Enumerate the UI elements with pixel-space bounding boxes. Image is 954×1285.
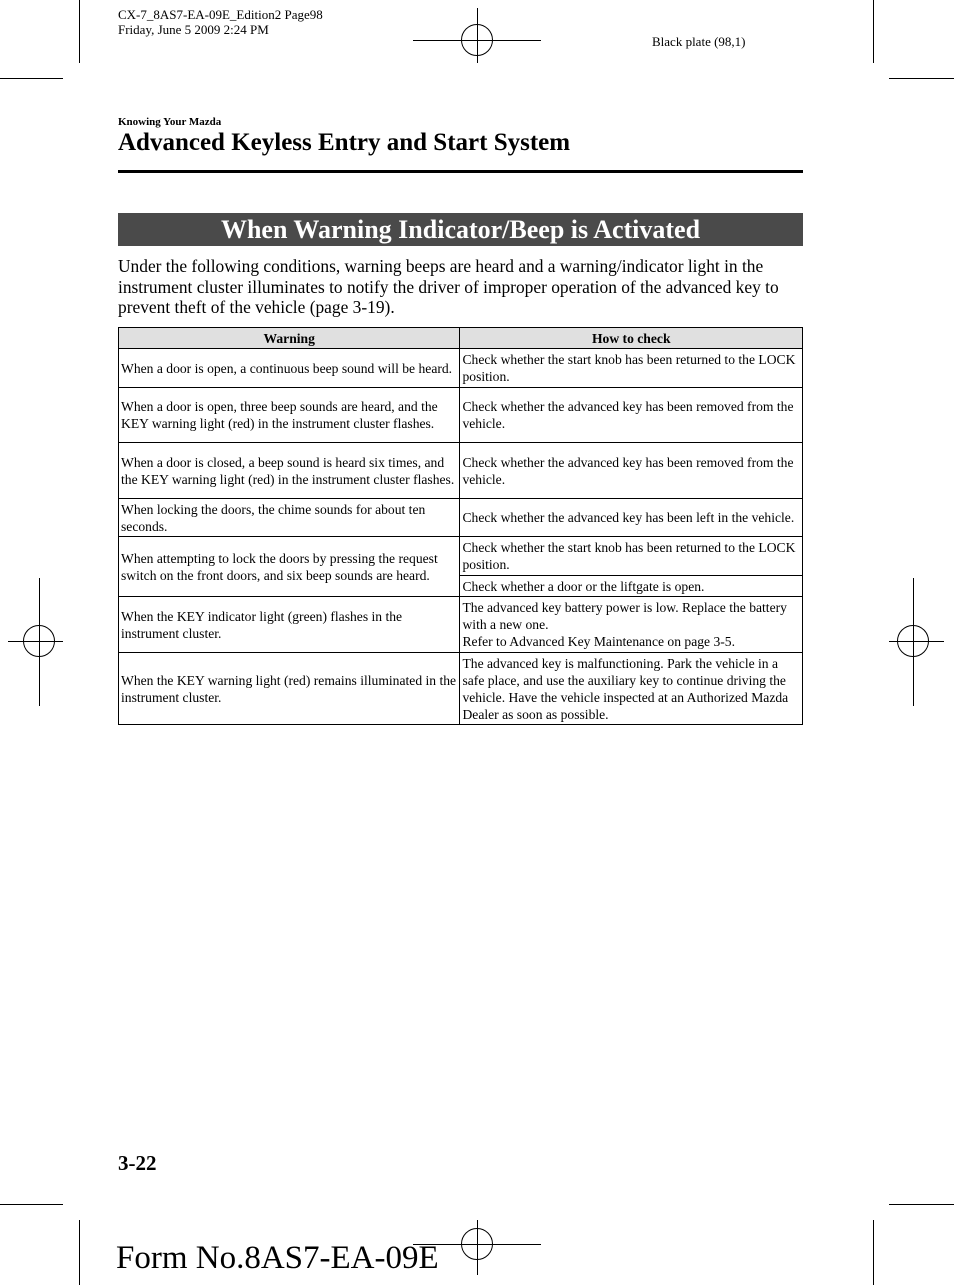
section-label: Knowing Your Mazda bbox=[118, 116, 222, 128]
print-header-info bbox=[118, 7, 323, 37]
check-reference: Refer to Advanced Key Maintenance on page 3-5. bbox=[462, 634, 735, 649]
check-cell: Check whether the start knob has been returned to the LOCK position. bbox=[460, 349, 803, 388]
table-row bbox=[119, 597, 803, 653]
table-row bbox=[119, 653, 803, 725]
warning-cell: When a door is closed, a beep sound is heard six times, and the KEY warning light (red) in the instrument cluster flashes. bbox=[119, 443, 460, 499]
section-banner: When Warning Indicator/Beep is Activated bbox=[118, 213, 803, 246]
page-title: Advanced Keyless Entry and Start System bbox=[118, 129, 571, 156]
warning-cell: When the KEY indicator light (green) flashes in the instrument cluster. bbox=[119, 597, 460, 653]
check-cell: Check whether the start knob has been returned to the LOCK position. bbox=[460, 537, 803, 576]
black-plate-label: Black plate (98,1) bbox=[652, 34, 746, 49]
warning-cell: When a door is open, three beep sounds are heard, and the KEY warning light (red) in the instrument cluster flashes. bbox=[119, 388, 460, 443]
warning-cell: When attempting to lock the doors by pressing the request switch on the front doors, and six beep sounds are heard. bbox=[119, 537, 460, 597]
table-row bbox=[119, 443, 803, 499]
page-number: 3-22 bbox=[118, 1151, 157, 1175]
column-header-warning: Warning bbox=[119, 328, 460, 349]
form-number: Form No.8AS7-EA-09E bbox=[116, 1240, 439, 1276]
table-row bbox=[119, 349, 803, 388]
warning-table bbox=[118, 327, 803, 725]
print-date-line: Friday, June 5 2009 2:24 PM bbox=[118, 22, 269, 37]
title-rule bbox=[118, 170, 803, 173]
warning-cell: When locking the doors, the chime sounds for about ten seconds. bbox=[119, 499, 460, 537]
table-row bbox=[119, 537, 803, 576]
table-row bbox=[119, 388, 803, 443]
check-cell: Check whether a door or the liftgate is open. bbox=[460, 576, 803, 597]
warning-cell: When a door is open, a continuous beep sound will be heard. bbox=[119, 349, 460, 388]
check-cell: Check whether the advanced key has been left in the vehicle. bbox=[460, 499, 803, 537]
table-row bbox=[119, 499, 803, 537]
check-cell: Check whether the advanced key has been removed from the vehicle. bbox=[460, 388, 803, 443]
check-cell: The advanced key is malfunctioning. Park the vehicle in a safe place, and use the auxiliary key to continue driving the vehicle. Have the vehicle inspected at an Authorized Mazda Dealer as soon as possible. bbox=[460, 653, 803, 725]
warning-cell: When the KEY warning light (red) remains illuminated in the instrument cluster. bbox=[119, 653, 460, 725]
check-text: The advanced key battery power is low. Replace the battery with a new one. bbox=[462, 600, 787, 632]
check-cell: Check whether the advanced key has been removed from the vehicle. bbox=[460, 443, 803, 499]
intro-paragraph: Under the following conditions, warning beeps are heard and a warning/indicator light in the instrument cluster illuminates to notify the driver of improper operation of the advanced key to prevent theft of the vehicle (page 3-19). bbox=[118, 256, 779, 317]
print-file-line: CX-7_8AS7-EA-09E_Edition2 Page98 bbox=[118, 7, 323, 22]
table-header-row bbox=[119, 328, 803, 349]
check-cell bbox=[460, 597, 803, 653]
column-header-how-to-check: How to check bbox=[460, 328, 803, 349]
